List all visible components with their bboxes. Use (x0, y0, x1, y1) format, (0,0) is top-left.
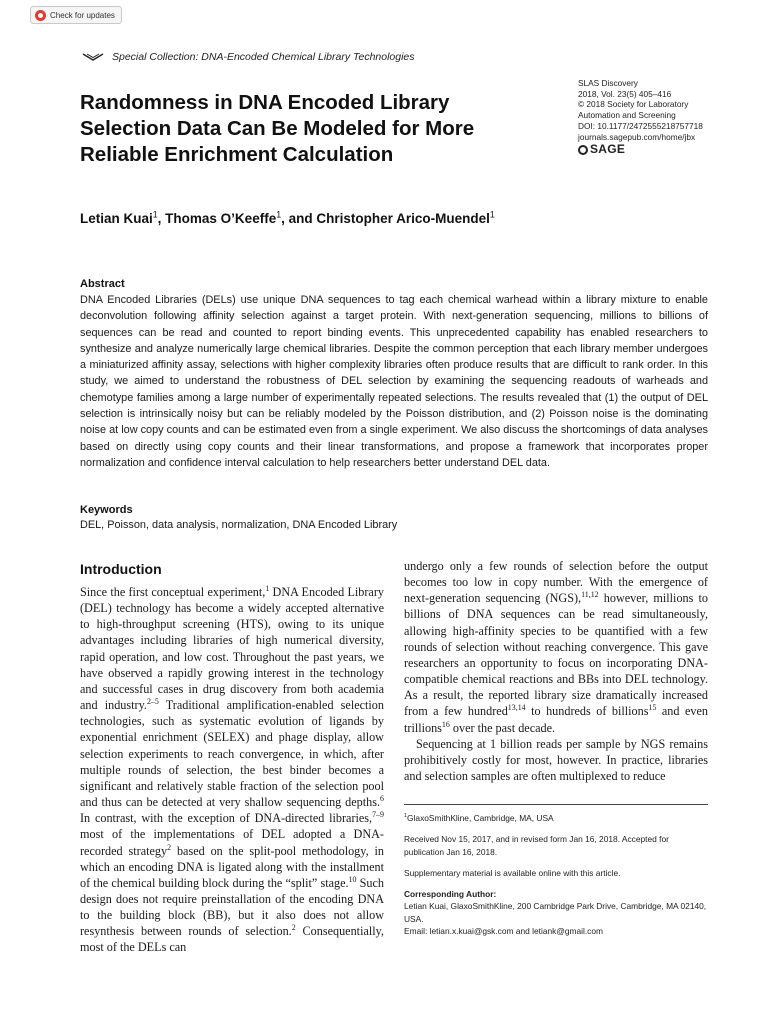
citation-marker: 16 (441, 719, 450, 729)
citation-marker: 6 (380, 793, 384, 803)
citation-marker: 7–9 (372, 810, 384, 820)
body-text-run: Traditional amplification-enabled selection technologies, such as systematic evolution of ligands by exponential enrichment (SELEX) and phage display, allow selection experiments to reach convergence, in which, after multiple rounds of selection, the best binder becomes a significant and relatively stable fraction of the selection pool and thus can be detected at very shallow sequencing depths. (80, 698, 384, 810)
citation-marker: 13,14 (507, 703, 526, 713)
affiliation-number: 1 (404, 813, 408, 820)
check-for-updates-button[interactable] (30, 6, 122, 24)
journal-copyright: Automation and Screening (578, 110, 676, 121)
author-list (80, 211, 700, 226)
footnotes (404, 812, 708, 937)
special-collection-banner (82, 50, 415, 64)
body-paragraph (80, 584, 384, 956)
body-text-run: to hundreds of billions (525, 704, 649, 719)
author-separator: , and (281, 211, 317, 226)
journal-name: SLAS Discovery (578, 78, 638, 88)
sage-logo (578, 144, 758, 155)
body-text-run: Sequencing at 1 billion reads per sample by NGS remains prohibitively costly for most, however. In practice, libraries and selection samples are often multiplexed to reduce (404, 736, 708, 784)
affiliation-footnote (404, 812, 708, 824)
author-name: Thomas O’Keeffe (165, 211, 277, 226)
title-line: Selection Data Can Be Modeled for More (80, 117, 475, 140)
introduction-heading: Introduction (80, 561, 162, 577)
affiliation-text: GlaxoSmithKline, Cambridge, MA, USA (407, 813, 554, 823)
citation-marker: 2–5 (146, 697, 159, 707)
body-paragraph (404, 736, 708, 784)
right-column (404, 558, 708, 784)
citation-marker: 11,12 (581, 590, 599, 600)
abstract-text: DNA Encoded Libraries (DELs) use unique DNA sequences to tag each chemical warhead within a library mixture to enable deconvolution following affinity selection against a target protein. With next-generation sequencing, millions to billions of sequences can be read and counted to report binding events. This unprecedented capability has enabled researchers to synthesize and analyze numerically large chemical libraries. Despite the common perception that each library member undergoes a miniaturized affinity assay, selections with higher complexity libraries often produce results that are difficult to rank order. In this study, we aimed to understand the robustness of DEL selection by examining the sequencing readouts of warheads and chemotype families among a large number of experimentally repeated selections. The results revealed that (1) the output of DEL selection is intrinsically noisy but can be reliably modeled by the Poisson distribution, and (2) Poisson noise is the dominating noise at low copy counts and can be estimated even from a single experiment. We also discuss the shortcomings of data analyses based on directly using copy counts and their linear transformations, and propose a framework that incorporates proper normalization and confidence interval calculation to help researchers better understand DEL data. (80, 294, 708, 469)
body-text-run: DNA Encoded Library (DEL) technology has become a widely accepted alternative to high-throughput screening (HTS), owing to its unique advantages including libraries of high numerical diversity, rapid operation, and low cost. Throughout the past years, we have observed a rapidly growing interest in the technology and successful cases in drug discovery from both academia and industry. (80, 585, 384, 713)
body-text-run: Consequentially, most of the DELs can (80, 924, 384, 955)
journal-url[interactable]: journals.sagepub.com/home/jbx (578, 131, 696, 142)
body-text-run: over the past decade. (449, 720, 556, 735)
body-text-run: In contrast, with the exception of DNA-directed libraries, (80, 811, 373, 826)
corresponding-author-address: Letian Kuai, GlaxoSmithKline, 200 Cambridge Park Drive, Cambridge, MA 02140, USA. (404, 901, 707, 924)
body-paragraph (404, 558, 708, 736)
left-column (80, 584, 384, 956)
author-affiliation: 1 (276, 209, 282, 220)
author-affiliation: 1 (489, 209, 495, 220)
citation-marker: 1 (265, 583, 270, 593)
keywords-heading: Keywords (80, 504, 133, 516)
body-text-run: however, millions to billions of DNA sequences can be read simultaneously, allowing high-affinity species to be quantified with a few rounds of selection without reaching convergence. This gave researchers an opportunity to focus on incorporating DNA-compatible chemical reactions and BBs into DEL technology. As a result, the reported library size dramatically increased from a few hundred (404, 591, 708, 719)
article-title (80, 90, 550, 168)
sage-logo-text: SAGE (590, 142, 626, 157)
body-text-run: Since the first conceptual experiment, (80, 585, 266, 599)
body-text-run: undergo only a few rounds of selection before the output becomes too low in copy number. With the emergence of next-generation sequencing (NGS), (404, 559, 708, 606)
citation-marker: 15 (648, 703, 657, 713)
citation-marker: 10 (348, 874, 357, 884)
collection-ornament-icon (82, 52, 104, 62)
collection-text: Special Collection: DNA-Encoded Chemical Library Technologies (112, 51, 415, 63)
body-text-run: Such design does not require preinstallation of the encoding DNA to the building block (BB), but it also does not allow resynthesis between rounds of selection. (80, 875, 385, 939)
journal-volume: 2018, Vol. 23(5) 405–416 (578, 88, 672, 99)
author-affiliation: 1 (152, 209, 158, 220)
title-line: Randomness in DNA Encoded Library (80, 91, 450, 114)
corresponding-author-block (404, 888, 708, 937)
author-name: Christopher Arico-Muendel (316, 211, 490, 226)
citation-marker: 2 (291, 923, 296, 933)
keywords-text: DEL, Poisson, data analysis, normalization, DNA Encoded Library (80, 519, 398, 531)
title-line: Reliable Enrichment Calculation (80, 143, 394, 166)
journal-info (578, 78, 758, 155)
body-text-run: and even trillions (404, 704, 708, 735)
sage-mark-icon (578, 145, 588, 155)
corresponding-author-email[interactable]: Email: letian.x.kuai@gsk.com and letiank@gmail.com (404, 926, 604, 937)
check-updates-icon (35, 10, 46, 21)
check-updates-label: Check for updates (50, 10, 115, 20)
journal-doi[interactable]: DOI: 10.1177/2472555218757718 (578, 120, 703, 131)
received-footnote: Received Nov 15, 2017, and in revised form Jan 16, 2018. Accepted for publication Jan 16, 2018. (404, 834, 669, 857)
corresponding-author-heading: Corresponding Author: (404, 889, 497, 900)
body-text-run: based on the split-pool methodology, in which an encoding DNA is ligated along with the installment of the chemical building block during the “split” stage. (80, 843, 384, 890)
author-separator: , (157, 211, 166, 226)
citation-marker: 2 (167, 842, 172, 852)
journal-copyright: © 2018 Society for Laboratory (578, 99, 689, 110)
footnote-divider (404, 804, 708, 805)
supplementary-footnote: Supplementary material is available online with this article. (404, 867, 621, 878)
author-name: Letian Kuai (80, 211, 153, 226)
abstract-heading: Abstract (80, 278, 125, 290)
body-text-run: most of the implementations of DEL adopted a DNA-recorded strategy (80, 827, 384, 858)
